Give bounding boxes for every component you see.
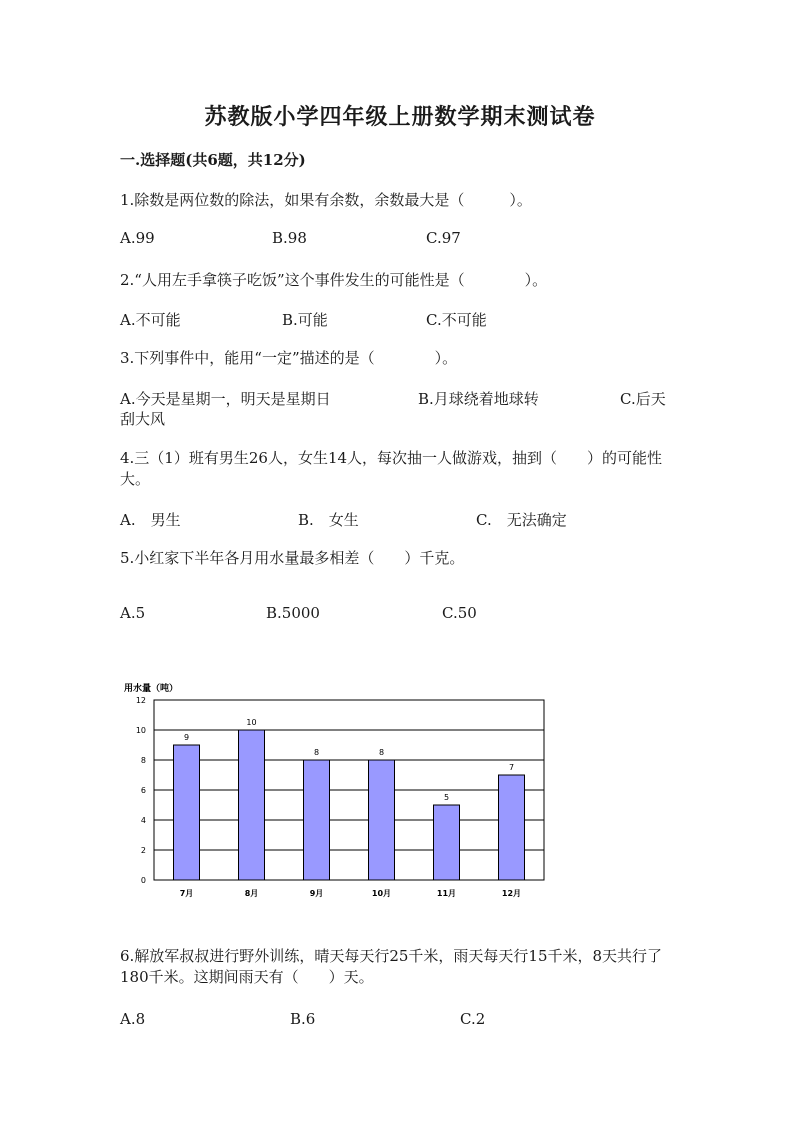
chart-y-tick-label: 2 [140, 846, 146, 855]
question-5-option-b[interactable]: B.5000 [266, 604, 320, 622]
chart-bar [434, 805, 460, 880]
question-2-option-a[interactable]: A.不可能 [120, 311, 181, 329]
chart-data-label: 7 [508, 763, 515, 772]
chart-y-tick-label: 10 [135, 726, 146, 735]
chart-bar [369, 760, 395, 880]
chart-data-label: 5 [443, 793, 450, 802]
page-title: 苏教版小学四年级上册数学期末测试卷 [204, 104, 596, 130]
question-3-stem: 3.下列事件中，能用“一定”描述的是（ ）。 [120, 349, 458, 367]
question-5-stem: 5.小红家下半年各月用水量最多相差（ ）千克。 [120, 549, 465, 567]
question-4-option-b[interactable]: B. 女生 [298, 511, 359, 529]
chart-data-label: 10 [246, 718, 257, 727]
question-4-option-a[interactable]: A. 男生 [120, 511, 181, 529]
question-5-option-a[interactable]: A.5 [120, 604, 146, 622]
chart-data-label: 8 [378, 748, 385, 757]
chart-x-tick-label: 7月 [179, 889, 194, 898]
question-2-option-c[interactable]: C.不可能 [426, 311, 487, 329]
chart-bar [239, 730, 265, 880]
question-3-option-b[interactable]: B.月球绕着地球转 [418, 390, 539, 408]
question-1-option-a[interactable]: A.99 [120, 229, 155, 247]
chart-x-tick-label: 11月 [436, 889, 457, 898]
question-4-option-c[interactable]: C. 无法确定 [476, 511, 567, 529]
chart-x-tick-label: 12月 [501, 889, 522, 898]
question-3-option-c-continued: 刮大风 [120, 410, 166, 428]
question-1-option-c[interactable]: C.97 [426, 229, 461, 247]
chart-y-tick-label: 0 [140, 876, 146, 885]
chart-x-tick-label: 10月 [371, 889, 392, 898]
chart-bar [499, 775, 525, 880]
chart-y-tick-label: 4 [140, 816, 146, 825]
chart-bar [304, 760, 330, 880]
question-6-option-a[interactable]: A.8 [120, 1010, 146, 1028]
question-1-stem: 1.除数是两位数的除法，如果有余数，余数最大是（ ）。 [120, 191, 532, 209]
chart-y-tick-label: 6 [140, 786, 146, 795]
question-6-option-b[interactable]: B.6 [290, 1010, 316, 1028]
chart-bar [174, 745, 200, 880]
question-1-option-b[interactable]: B.98 [272, 229, 307, 247]
question-4-stem: 4.三（1）班有男生26人，女生14人，每次抽一人做游戏，抽到（ ）的可能性大。 [120, 449, 663, 488]
chart-x-tick-label: 9月 [309, 889, 324, 898]
question-3-option-c[interactable]: C.后天 [620, 390, 666, 408]
question-6-option-c[interactable]: C.2 [460, 1010, 486, 1028]
question-6-stem: 6.解放军叔叔进行野外训练，晴天每天行25千米，雨天每天行15千米，8天共行了180千米。这期间雨天有（ ）天。 [120, 947, 663, 986]
chart-y-tick-label: 8 [140, 756, 146, 765]
chart-data-label: 9 [183, 733, 190, 742]
question-5-option-c[interactable]: C.50 [442, 604, 477, 622]
question-2-stem: 2.“人用左手拿筷子吃饭”这个事件发生的可能性是（ ）。 [120, 271, 548, 289]
chart-y-axis-label: 用水量（吨） [124, 684, 179, 694]
water-usage-bar-chart [110, 678, 560, 908]
chart-x-tick-label: 8月 [244, 889, 259, 898]
chart-y-tick-label: 12 [135, 696, 146, 705]
question-2-option-b[interactable]: B.可能 [282, 311, 328, 329]
question-3-option-a[interactable]: A.今天是星期一，明天是星期日 [120, 390, 331, 408]
section-heading: 一.选择题(共6题，共12分) [120, 151, 306, 169]
chart-data-label: 8 [313, 748, 320, 757]
